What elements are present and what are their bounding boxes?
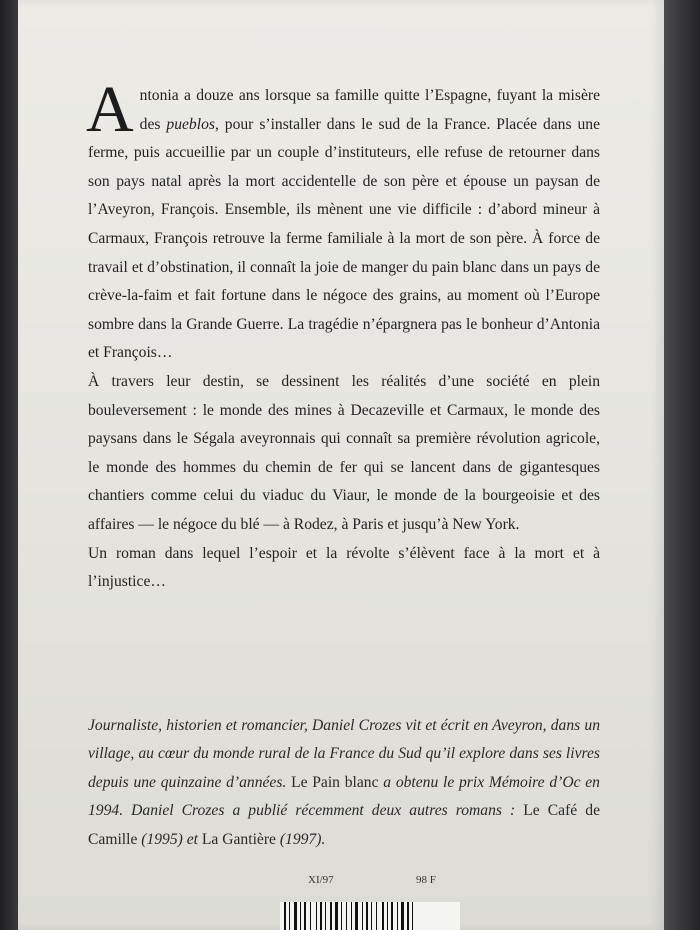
- barcode-bar: [376, 902, 377, 930]
- barcode-bar: [355, 902, 358, 930]
- bio-text: (1997).: [275, 830, 326, 848]
- barcode-bar: [310, 902, 311, 930]
- drop-cap: A: [86, 73, 134, 146]
- barcode-bar: [300, 902, 301, 930]
- barcode-bar: [320, 902, 322, 930]
- book-title: Le Pain blanc: [291, 773, 379, 791]
- barcode-bar: [407, 902, 409, 930]
- barcode-bar: [397, 902, 398, 930]
- bio-text: Journaliste, historien et romancier, Daniel Crozes vit et écrit en Aveyron, dans un village, au cœur du monde rural de la France du Sud qu’il explore dans ses livres depuis une quinzaine d’années.: [88, 717, 600, 791]
- barcode-bar: [325, 902, 326, 930]
- barcode-bar: [294, 902, 297, 930]
- barcode-bar: [335, 902, 338, 930]
- barcode-bar: [382, 902, 384, 930]
- barcode-bar: [316, 902, 317, 930]
- barcode-bar: [351, 902, 352, 930]
- author-bio: [88, 712, 600, 854]
- bio-text: (1995) et: [137, 830, 202, 848]
- barcode-bar: [391, 902, 393, 930]
- synopsis-text: ntonia a douze ans lorsque sa famille quitte l’Espagne, fuyant la misère des: [139, 87, 600, 133]
- synopsis-paragraph-2: À travers leur destin, se dessinent les réalités d’une société en plein bouleversement : le monde des mines à Decazeville et Carmaux, le monde des paysans dans le Ségala aveyronnais qui connaît sa première révolution agricole, le monde des hommes du chemin de fer qui se lancent dans de gigantesques chantiers comme celui du viaduc du Viaur, le monde de la bourgeoisie et des affaires — le négoce du blé — à Rodez, à Paris et jusqu’à New York.: [88, 372, 600, 533]
- barcode-bar: [412, 902, 413, 930]
- barcode-bar: [401, 902, 404, 930]
- edition-code: XI/97: [308, 874, 334, 886]
- barcode-bar: [366, 902, 368, 930]
- barcode-bars: [280, 902, 460, 930]
- backdrop-right: [664, 0, 700, 930]
- bio-text: a obtenu le prix Mémoire d’Oc en 1994. Daniel Crozes a publié récemment deux autres romans :: [88, 773, 600, 820]
- barcode-bar: [371, 902, 372, 930]
- barcode: [280, 902, 460, 930]
- barcode-bar: [341, 902, 342, 930]
- synopsis-paragraph-3: Un roman dans lequel l’espoir et la révolte s’élèvent face à la mort et à l’injustice…: [88, 544, 600, 591]
- synopsis-paragraph-1: [86, 73, 600, 368]
- book-back-cover: [18, 0, 664, 930]
- barcode-bar: [289, 902, 290, 930]
- barcode-bar: [284, 902, 286, 930]
- backdrop-left: [0, 0, 18, 930]
- italic-term: pueblos: [166, 115, 215, 133]
- barcode-bar: [330, 902, 332, 930]
- book-title: La Gantière: [201, 830, 276, 848]
- barcode-bar: [304, 902, 306, 930]
- barcode-bar: [362, 902, 363, 930]
- synopsis: [86, 73, 600, 597]
- book-title: Le Café de Camille: [88, 802, 600, 848]
- author-bio-paragraph: [88, 712, 600, 854]
- barcode-bar: [346, 902, 347, 930]
- barcode-bar: [387, 902, 388, 930]
- synopsis-text: , pour s’installer dans le sud de la France. Placée dans une ferme, puis accueillie par un couple d’instituteurs, elle refuse de retourner dans son pays natal après la mort accidentelle de son père et épouse un paysan de l’Aveyron, François. Ensemble, ils mènent une vie difficile : d’abord mineur à Carmaux, François retrouve la ferme familiale à la mort de son père. À force de travail et d’obstination, il connaît la joie de manger du pain blanc dans un pays de crève-la-faim et fait fortune dans le négoce des grains, au moment où l’Europe sombre dans la Grande Guerre. La tragédie n’épargnera pas le bonheur d’Antonia et François…: [88, 115, 600, 362]
- price-label: 98 F: [416, 874, 436, 886]
